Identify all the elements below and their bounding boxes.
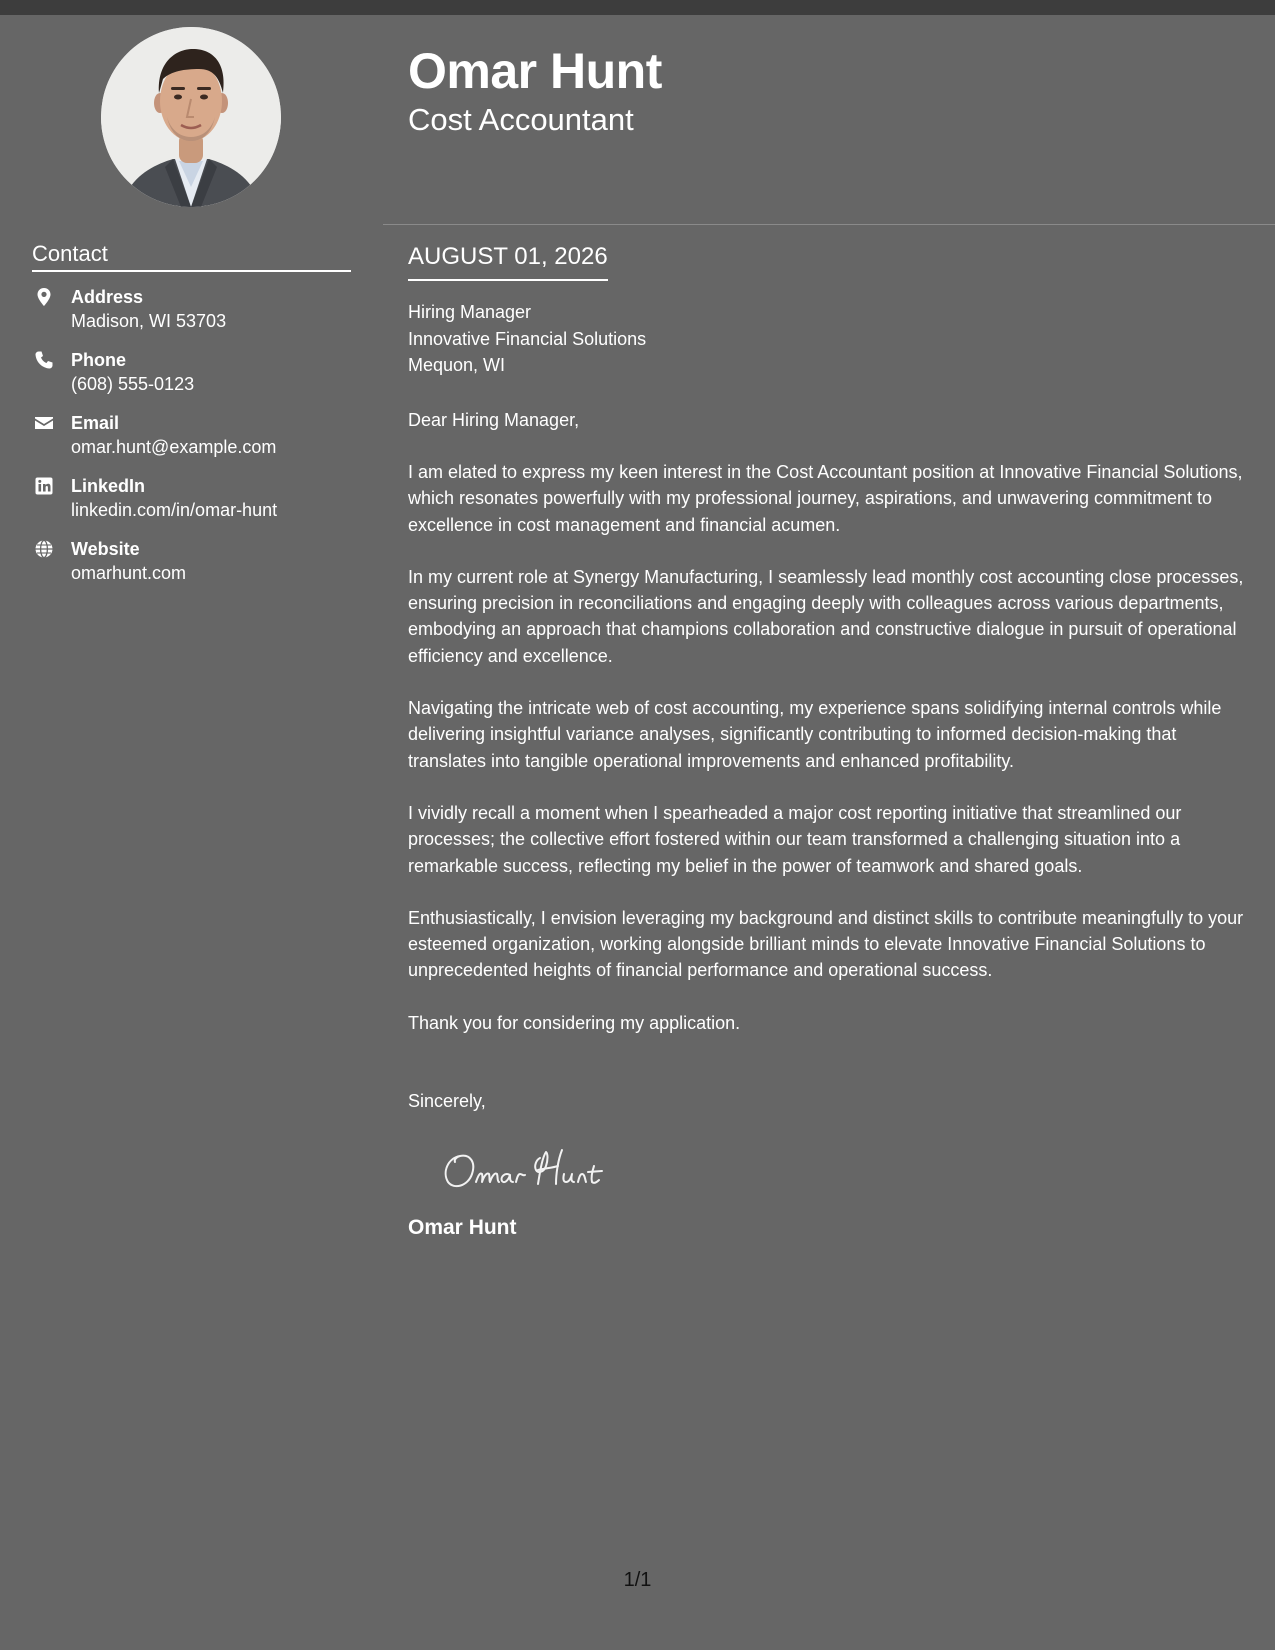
contact-value[interactable]: omar.hunt@example.com	[71, 437, 277, 457]
contact-label: Phone	[71, 350, 127, 370]
cover-letter	[408, 241, 1250, 1242]
body-paragraph: I vividly recall a moment when I spearheaded a major cost reporting initiative that streamlined our processes; the collective effort fostered within our team transformed a challenging situation into a remarkable success, reflecting my belief in the power of teamwork and shared goals.	[408, 802, 1182, 876]
profile-photo	[101, 27, 281, 207]
contact-label: LinkedIn	[71, 476, 146, 496]
contact-item-email	[32, 411, 352, 474]
contact-item-phone	[32, 348, 352, 411]
phone-icon	[34, 350, 54, 370]
contact-value: Madison, WI 53703	[71, 311, 227, 331]
map-pin-icon	[34, 287, 54, 307]
signer-name: Omar Hunt	[408, 1216, 517, 1240]
body-paragraph: Enthusiastically, I envision leveraging my background and distinct skills to contribute meaningfully to your esteemed organization, working alongside brilliant minds to elevate Innovative Financial Solutions to unprecedented heights of financial performance and operational success.	[408, 907, 1244, 981]
candidate-name: Omar Hunt	[408, 43, 662, 99]
sidebar	[0, 15, 383, 1650]
globe-icon	[34, 539, 54, 559]
envelope-icon	[34, 413, 54, 433]
recipient-line: Hiring Manager	[408, 302, 532, 322]
recipient-block	[408, 299, 1250, 379]
page-number: 1/1	[623, 1569, 652, 1591]
contact-item-linkedin	[32, 474, 352, 537]
closing: Sincerely,	[408, 1091, 486, 1112]
salutation: Dear Hiring Manager,	[408, 409, 580, 430]
body-paragraph: Thank you for considering my application.	[408, 1012, 741, 1033]
contact-list	[32, 285, 352, 600]
linkedin-icon	[34, 476, 54, 496]
body-paragraph: In my current role at Synergy Manufacturing, I seamlessly lead monthly cost accounting close processes, ensuring precision in reconciliations and engaging deeply with colleagues across various departments, embodying an approach that champions collaboration and constructive dialogue in pursuit of operational efficiency and excellence.	[408, 566, 1244, 666]
recipient-line: Innovative Financial Solutions	[408, 328, 647, 349]
contact-value: (608) 555-0123	[71, 374, 195, 394]
letter-date: AUGUST 01, 2026	[408, 241, 608, 281]
header-divider	[383, 224, 1275, 225]
body-paragraph: I am elated to express my keen interest in the Cost Accountant position at Innovative Financial Solutions, which resonates powerfully with my professional journey, aspirations, and unwavering commitment to excellence in cost management and financial acumen.	[408, 462, 1243, 535]
body-paragraph: Navigating the intricate web of cost accounting, my experience spans solidifying internal controls while delivering insightful variance analyses, significantly contributing to informed decision-making that translates into tangible operational improvements and enhanced profitability.	[408, 698, 1222, 771]
contact-heading: Contact	[32, 240, 351, 272]
job-title: Cost Accountant	[408, 102, 634, 137]
contact-value[interactable]: linkedin.com/in/omar-hunt	[71, 500, 278, 520]
top-bar	[0, 0, 1275, 15]
handwritten-signature	[440, 1144, 1250, 1194]
contact-label: Address	[71, 287, 144, 307]
contact-label: Email	[71, 413, 120, 433]
contact-label: Website	[71, 539, 140, 559]
resume-page	[0, 15, 1275, 1650]
recipient-line: Mequon, WI	[408, 355, 506, 375]
contact-item-website	[32, 537, 352, 600]
contact-item-address	[32, 285, 352, 348]
contact-value[interactable]: omarhunt.com	[71, 563, 187, 583]
